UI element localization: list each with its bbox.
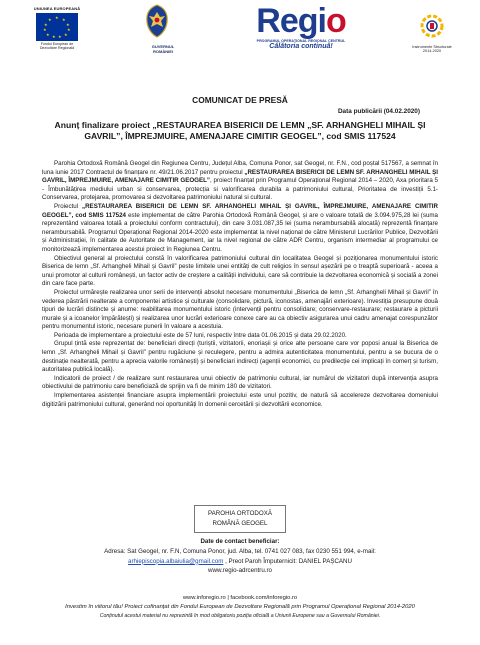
paragraph-2-project-name: „RESTAURAREA BISERICII DE LEMN SF. ARHANGHELI MIHAIL ȘI GAVRIL, ÎMPREJMUIRE, AMENAJARE CIMITIR GEOGEL”, cod SMIS 117524 xyxy=(42,202,438,219)
paragraph-5: Perioada de implementare a proiectului este de 57 luni, respectiv între data 01.06.2015 și data 29.02.2020. xyxy=(54,331,347,339)
beneficiary-box xyxy=(194,505,286,533)
government-emblem-icon xyxy=(143,4,171,38)
regio-wordmark xyxy=(246,4,356,38)
eu-subcaption-2: Dezvoltare Regională xyxy=(39,46,75,51)
regio-wordmark-part-3: o xyxy=(325,2,346,40)
document-body xyxy=(42,160,438,409)
paragraph-2-text-a: Proiectul xyxy=(54,202,82,210)
footer-disclaimer-1: Investim în viitorul tău! Proiect cofinanțat din Fondul European de Dezvoltare Regională prin Programul Operațional Regional 2014-2020 xyxy=(65,604,415,610)
logo-header xyxy=(0,4,480,64)
structural-instruments-caption-2: 2014-2020 xyxy=(422,49,442,54)
paragraph-3: Obiectivul general al proiectului constă în valorificarea patrimoniului cultural din localitatea Geogel și poziționarea monumentului istoric Biserica de lemn „Sf. Arhangheli Mihail și Gavril” peste limitele unei entități de cult religios în sensul așezării pe o treaptă superioară - aceea a unui promotor al culturii românești, un factor activ de creștere a calității individului, care să contribuie la dezvoltarea economică și socială a zonei din care face parte. xyxy=(42,254,438,288)
structural-instruments-caption-1: Instrumente Structurale xyxy=(412,45,452,49)
paragraph-1 xyxy=(42,160,438,203)
document-title: Anunț finalizare proiect „RESTAURAREA BISERICII DE LEMN „SF. ARHANGHELI MIHAIL ȘI GAVRIL”, ÎMPREJMUIRE, AMENAJARE CIMITIR GEOGEL”, cod SMIS 117524 xyxy=(54,120,426,141)
document-heading: COMUNICAT DE PRESĂ xyxy=(192,95,288,105)
regio-wordmark-part-2: i xyxy=(317,2,326,40)
structural-instruments-icon xyxy=(418,12,446,40)
paragraph-1-text-c: , proiect finanțat prin Programul Operațional Regional 2014 – 2020, Axa prioritara 5 - Îmbunătățirea mediului urban si conservarea, protecția si valorificarea durabila a patrimoniului cultural, Prioritatea de investiții 5.1- Conservarea, protejarea, promovarea si dezvoltarea patrimoniului natural si cultural. xyxy=(42,177,438,202)
contact-label: Date de contact beneficiar: xyxy=(200,538,280,545)
eu-caption: UNIUNEA EUROPEANĂ xyxy=(33,6,81,11)
paragraph-2 xyxy=(42,203,438,255)
government-caption: GUVERNUL ROMÂNIEI xyxy=(151,44,175,54)
footer-disclaimer-2: Conținutul acestui material nu reprezintă în mod obligatoriu poziția oficială a Uniunii Europene sau a Guvernului României. xyxy=(99,613,381,619)
paragraph-1-project-name: „RESTAURAREA BISERICII DE LEMN SF. ARHANGHELI MIHAIL ȘI GAVRIL, ÎMPREJMUIRE, AMENAJARE CIMITIR GEOGEL” xyxy=(42,168,438,185)
contact-address: Adresa: Sat Geogel, nr. F.N, Comuna Ponor, jud. Alba, tel. 0741 027 083, fax 0230 551 994, e-mail: xyxy=(104,547,376,555)
paragraph-8: Implementarea asistenței financiare asupra implementării proiectului este unul pozitiv, de natură să accelereze dezvoltarea domeniului digitizării patrimoniului cultural, generând noi oportunități în domenii cercetării și dezvoltării economice. xyxy=(42,392,438,408)
government-logo xyxy=(143,4,183,54)
structural-instruments-logo xyxy=(406,12,458,54)
paragraph-2-text-c: este implementat de către Parohia Ortodoxă Română Geogel, și are o valoare totală de 3.094.975,28 lei (suma reprezentând valoarea totală a proiectului conform contractului), din care 3.031.087,35 lei (suma nerambursabilă alocată) reprezentă finanțare nerambursabilă. Programul Operațional Regional 2014-2020 este implementat la nivel național de către Ministerul Lucrărilor Publice, Dezvoltării și Administrației, în calitate de Autoritate de Management, iar la nivel regional de către ADR Centru, organism intermediar al programului ce monitorizează implementarea acestui proiect în Regiunea Centru. xyxy=(42,211,438,253)
beneficiary-line-2: ROMÂNĂ GEOGEL xyxy=(212,520,268,527)
paragraph-4: Proiectul urmărește realizarea unor serii de intervenții absolut necesare monumentului „Biserica de lemn „Sf. Arhangheli Mihail și Gavril” în vederea păstrării nealterate a componentei artistice și culturale (consolidare, pictură, iconostas, amenajări exterioare). Investiția presupune două tipuri de lucrări distincte și anume: reabilitarea monumentului istoric (intervenții pentru consolidare; conservare-restaurare; restaurare a picturii murale și a icoanelor împărătești) și realizarea unor lucrări exterioare conexe care au ca obiectiv asigurarea unui cadru amenajat corespunzător pentru monumentul istoric, necesare punerii în valoare a acestuia. xyxy=(42,288,438,331)
contact-person: , Preot Paroh Împuternicit: DANIEL PAȘCANU xyxy=(223,557,352,565)
regio-wordmark-part-1: Reg xyxy=(256,2,318,40)
contact-email-line xyxy=(0,557,480,567)
regio-tagline: Călătoria continuă! xyxy=(269,43,333,50)
contact-email-link[interactable]: arhiepiscopia.albaiulia@gmail.com xyxy=(128,557,224,565)
paragraph-7: Indicatorii de proiect / de realizare sunt restaurarea unui obiectiv de patrimoniu cultural, iar numărul de vizitatori după intervenția asupra obiectivului de patrimoniu care beneficiază de sprijin va fi de minim 180 de vizitatori. xyxy=(42,374,438,391)
eu-logo xyxy=(26,6,88,51)
publication-date: Data publicării (04.02.2020) xyxy=(337,108,420,115)
regio-logo xyxy=(246,4,356,50)
beneficiary-line-1: PAROHIA ORTODOXĂ xyxy=(208,510,272,517)
paragraph-1-text-a: Parohia Ortodoxă Română Geogel din Regiunea Centru, Județul Alba, Comuna Ponor, sat Geogel, nr. F.N., cod poștal 517567, a semnat în luna iunie 2017 Contractul de finanțare nr. 49/21.06.2017 pentru proiectul xyxy=(42,160,438,176)
paragraph-6: Grupul țintă este reprezentat de: beneficiari direcți (turiștii, vizitatorii, enoriașii și orice alte persoane care vor poposi anual la Biserica de lemn „Sf. Arhangheli Mihail și Gavril” pentru rugăciune și reculegere, pentru a admira autenticitatea monumentului, pentru a se bucura de o destinație nealterată, pentru a aprecia valorile românești) și beneficiari indirecți (agenții economici, cu predilecție cei implicați în comerț și turism, autoritatea publică locală). xyxy=(42,340,438,374)
contact-website[interactable]: www.regio-adrcentru.ro xyxy=(208,567,272,575)
eu-subcaption-1: Fondul European de xyxy=(40,42,74,46)
page-footer xyxy=(0,594,480,621)
footer-links[interactable]: www.inforegio.ro | facebook.com/inforegio.ro xyxy=(182,595,298,601)
contact-section xyxy=(0,537,480,576)
eu-flag-icon: ★ ★ ★ ★ ★ ★ ★ ★ ★ ★ ★ xyxy=(36,13,78,41)
regio-subcaption: PROGRAMUL OPERAȚIONAL REGIONAL CENTRUL xyxy=(256,39,346,43)
